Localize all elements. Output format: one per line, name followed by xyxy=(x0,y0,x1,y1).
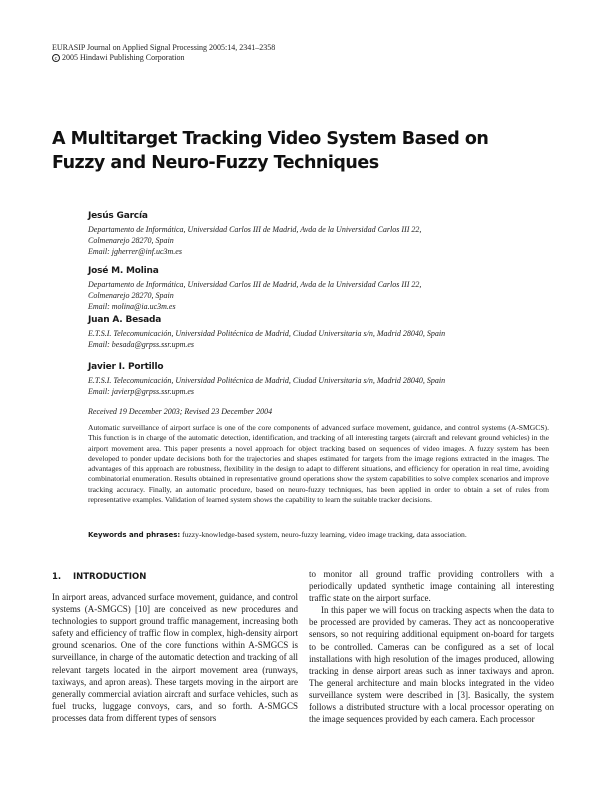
title-line-1: A Multitarget Tracking Video System Based on xyxy=(52,129,489,149)
section-heading-introduction: 1. INTRODUCTION xyxy=(52,572,147,582)
left-column xyxy=(52,591,298,724)
author-block-1 xyxy=(88,210,558,257)
author-name: Javier I. Portillo xyxy=(88,362,164,372)
author-email: Email: besada@grpss.ssr.upm.es xyxy=(88,340,195,349)
author-affiliation-line2: Colmenarejo 28270, Spain xyxy=(88,291,174,300)
author-affiliation: E.T.S.I. Telecomunicación, Universidad Politécnica de Madrid, Ciudad Universitaria s/n, Madrid 28040, Spain xyxy=(88,376,446,385)
keywords-label: Keywords and phrases: xyxy=(88,531,181,539)
author-email: Email: javierp@grpss.ssr.upm.es xyxy=(88,387,195,396)
paragraph: to monitor all ground traffic providing controllers with a periodically updated synthetic image containing all interesting traffic state on the airport surface. xyxy=(309,569,554,604)
author-block-4 xyxy=(88,361,558,397)
paragraph: In airport areas, advanced surface movement, guidance, and control systems (A-SMGCS) [10] are conceived as new procedures and technologies to support ground traffic management, increasing both safety and efficiency of traffic flow in complex, high-density airport ground scenarios. One of the core functions within A-SMGCS is surveillance, in charge of the automatic detection and tracking of all relevant targets located in the airport movement area (runways, taxiways, and apron areas). These targets moving in the airport are generally commercial aviation aircraft and surface vehicles, such as fuel trucks, luggage convoys, cars, and so forth. A-SMGCS processes data from different types of sensors xyxy=(52,592,298,723)
author-email: Email: molina@ia.uc3m.es xyxy=(88,302,176,311)
copyright-icon: c xyxy=(52,54,60,62)
keywords xyxy=(88,530,549,540)
author-name: Jesús García xyxy=(88,211,148,221)
author-affiliation: E.T.S.I. Telecomunicación, Universidad Politécnica de Madrid, Ciudad Universitaria s/n, Madrid 28040, Spain xyxy=(88,329,446,338)
author-block-2 xyxy=(88,265,558,312)
author-affiliation: Departamento de Informática, Universidad Carlos III de Madrid, Avda de la Universidad Carlos III 22, xyxy=(88,225,422,234)
abstract: Automatic surveillance of airport surface is one of the core components of advanced surface movement, guidance, and control systems (A-SMGCS). This function is in charge of the automatic detection, identification, and tracking of all interesting targets (aircraft and relevant ground vehicles) in the airport movement area. This paper presents a novel approach for object tracking based on sequences of video images. A fuzzy system has been developed to ponder update decisions both for the trajectories and shapes estimated for targets from the image regions extracted in the images. The advantages of this approach are robustness, flexibility in the design to adapt to different situations, and efficiency for operation in real time, avoiding combinatorial enumeration. Results obtained in representative ground operations show the system capabilities to solve complex scenarios and improve tracking accuracy. Finally, an automatic procedure, based on neuro-fuzzy techniques, has been applied in order to obtain a set of rules from representative examples. Validation of learned system shows the capability to learn the suitable tracker decisions. xyxy=(88,423,549,505)
keywords-text: fuzzy-knowledge-based system, neuro-fuzzy learning, video image tracking, data association. xyxy=(182,530,467,539)
journal-line: EURASIP Journal on Applied Signal Processing 2005:14, 2341–2358 xyxy=(52,43,276,52)
paper-title xyxy=(52,127,572,175)
author-name: José M. Molina xyxy=(88,266,159,276)
author-affiliation: Departamento de Informática, Universidad Carlos III de Madrid, Avda de la Universidad Carlos III 22, xyxy=(88,280,422,289)
author-block-3 xyxy=(88,314,558,350)
author-email: Email: jgherrer@inf.uc3m.es xyxy=(88,247,182,256)
received-dates: Received 19 December 2003; Revised 23 December 2004 xyxy=(88,407,273,416)
paragraph: In this paper we will focus on tracking aspects when the data to be processed are provided by cameras. They act as noncooperative sensors, so not requiring additional equipment on-board for targets to be controlled. Cameras can be configured as a set of local installations with high resolution of the images produced, allowing tracking in dense airport areas such as inner taxiways and apron. The general architecture and main blocks integrated in the video surveillance system were described in [3]. Basically, the system follows a distributed structure with a local processor operating on the image sequences provided by each camera. Each processor xyxy=(309,605,554,725)
author-name: Juan A. Besada xyxy=(88,315,162,325)
journal-header xyxy=(52,43,275,63)
copyright-text: 2005 Hindawi Publishing Corporation xyxy=(62,53,185,62)
author-affiliation-line2: Colmenarejo 28270, Spain xyxy=(88,236,174,245)
copyright-line xyxy=(52,53,275,63)
right-column xyxy=(309,568,554,725)
title-line-2: Fuzzy and Neuro-Fuzzy Techniques xyxy=(52,153,379,173)
